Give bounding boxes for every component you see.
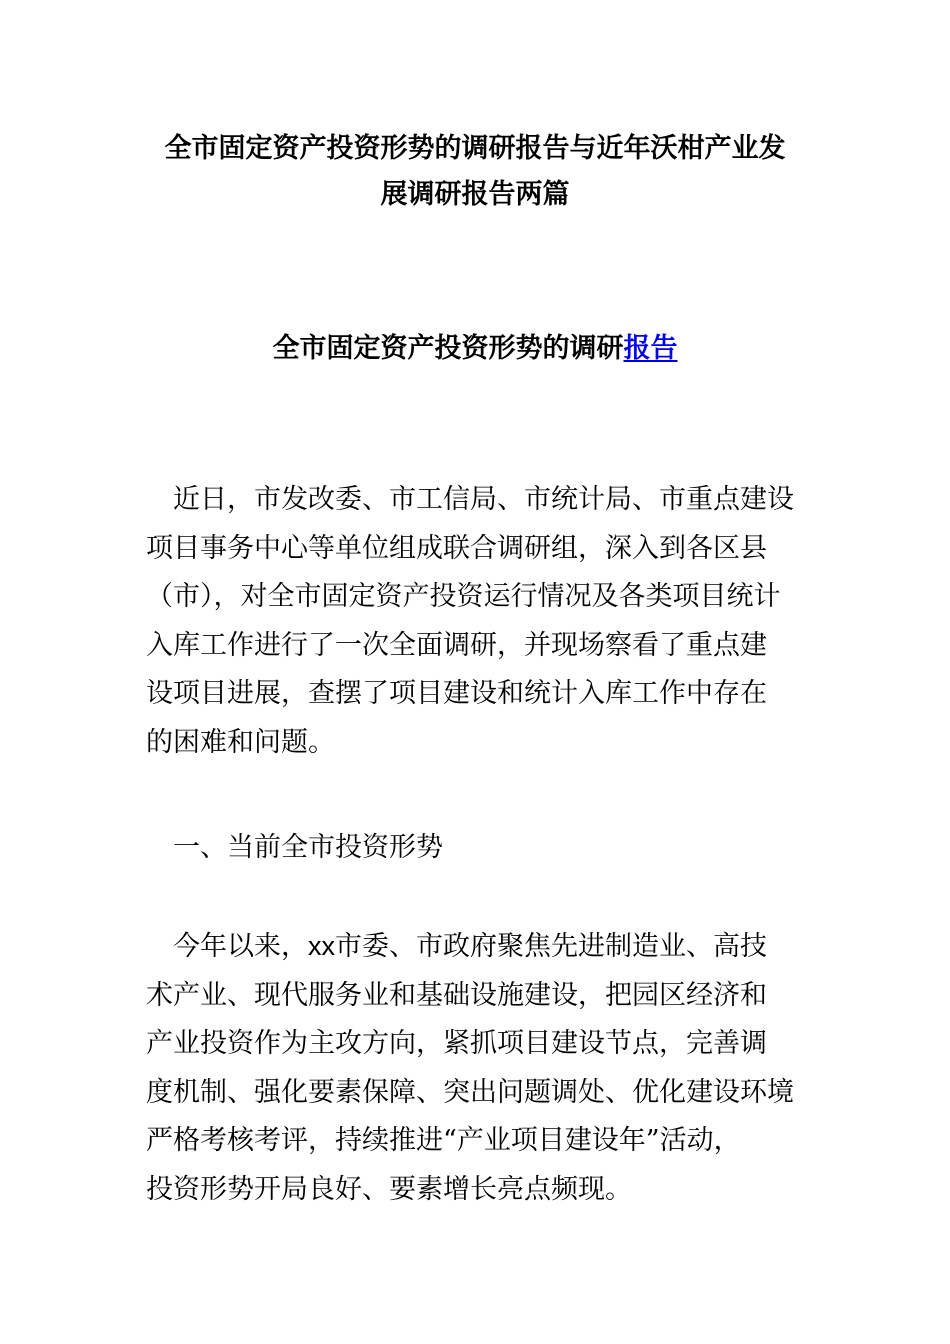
paragraph-investment <box>146 922 806 1214</box>
document-title-line: 全市固定资产投资形势的调研报告与近年沃柑产业发 <box>164 133 786 164</box>
section-title <box>135 326 815 372</box>
document-title-line: 展调研报告两篇 <box>380 179 570 210</box>
paragraph-line: 严格考核考评，持续推进“产业项目建设年”活动， <box>146 1125 741 1156</box>
paragraph-line: 入库工作进行了一次全面调研，并现场察看了重点建 <box>146 629 767 661</box>
report-link[interactable]: 报告 <box>623 333 678 364</box>
paragraph-text: 市委、市政府聚焦先进制造业、高技 <box>335 931 767 962</box>
paragraph-text: 今年以来， <box>146 931 308 962</box>
paragraph-line: 术产业、现代服务业和基础设施建设，把园区经济和 <box>146 979 767 1011</box>
paragraph-line <box>146 922 806 972</box>
paragraph-line: （市），对全市固定资产投资运行情况及各类项目统计 <box>146 581 781 612</box>
paragraph-line: 产业投资作为主攻方向，紧抓项目建设节点，完善调 <box>146 1028 767 1059</box>
paragraph-intro <box>146 476 806 767</box>
paragraph-line: 的困难和问题。 <box>146 726 335 758</box>
section-heading-text: 一、当前全市投资形势 <box>146 832 443 863</box>
paragraph-line: 近日，市发改委、市工信局、市统计局、市重点建设 <box>146 484 794 515</box>
document-title <box>135 126 815 218</box>
paragraph-line: 度机制、强化要素保障、突出问题调处、优化建设环境 <box>146 1076 794 1108</box>
section-title-text: 全市固定资产投资形势的调研 <box>272 333 624 364</box>
paragraph-line: 投资形势开局良好、要素增长亮点频现。 <box>146 1173 632 1205</box>
paragraph-line: 设项目进展，查摆了项目建设和统计入库工作中存在 <box>146 678 767 709</box>
section-heading <box>146 824 806 873</box>
placeholder-xx: xx <box>308 931 335 961</box>
paragraph-line: 项目事务中心等单位组成联合调研组，深入到各区县 <box>146 532 767 564</box>
